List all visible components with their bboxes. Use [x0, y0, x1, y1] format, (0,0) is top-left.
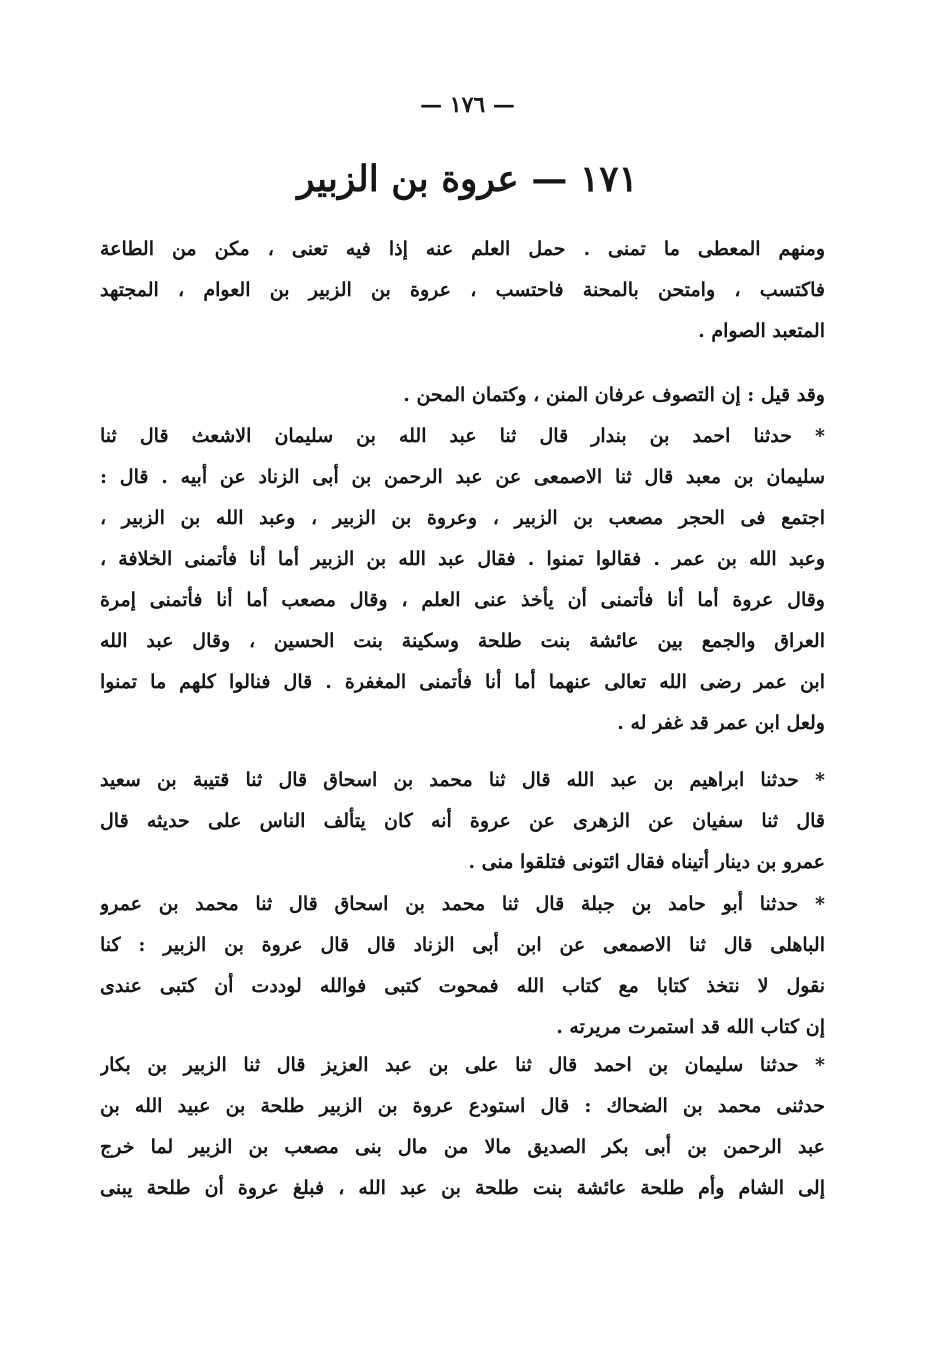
text-line: نقول لا نتخذ كتابا مع كتاب الله فمحوت كتبى فوالله لوددت أن كتبى عندى — [100, 975, 825, 997]
paragraph-hadith-2 — [100, 760, 825, 883]
text-line: فاكتسب ، وامتحن بالمحنة فاحتسب ، عروة بن الزبير بن العوام ، المجتهد — [100, 279, 825, 301]
text-line: عمرو بن دينار أتيناه فقال ائتونى فتلقوا منى . — [468, 851, 825, 873]
text-line: وقال عروة أما أنا فأتمنى أن يأخذ عنى العلم ، وقال مصعب أما أنا فأتمنى إمرة — [100, 589, 825, 611]
paragraph-intro — [100, 229, 825, 352]
text-line: ابن عمر رضى الله تعالى عنهما أما أنا فأتمنى المغفرة . قال فنالوا كلهم ما تمنوا — [100, 671, 825, 693]
paragraph-hadith-1 — [100, 375, 825, 744]
text-line: وقد قيل : إن التصوف عرفان المنن ، وكتمان المحن . — [403, 384, 825, 406]
text-line: * حدثنا أبو حامد بن جبلة قال ثنا محمد بن اسحاق قال ثنا محمد بن عمرو — [100, 893, 825, 915]
text-line: العراق والجمع بين عائشة بنت طلحة وسكينة بنت الحسين ، وقال عبد الله — [100, 630, 825, 652]
text-line: حدثنى محمد بن الضحاك : قال استودع عروة بن الزبير طلحة بن عبيد الله بن — [100, 1095, 825, 1117]
text-line: * حدثنا سليمان بن احمد قال ثنا على بن عبد العزيز قال ثنا الزبير بن بكار — [100, 1054, 825, 1076]
text-line: إن كتاب الله قد استمرت مريرته . — [556, 1016, 825, 1038]
chapter-title: ١٧١ — عروة بن الزبير — [297, 158, 638, 200]
text-line: * حدثنا احمد بن بندار قال ثنا عبد الله بن سليمان الاشعث قال ثنا — [100, 425, 825, 447]
text-line: قال ثنا سفيان عن الزهرى عن عروة أنه كان يتألف الناس على حديثه قال — [100, 810, 825, 832]
text-line: سليمان بن معبد قال ثنا الاصمعى عن عبد الرحمن بن أبى الزناد عن أبيه . قال : — [100, 466, 825, 488]
text-line: إلى الشام وأم طلحة عائشة بنت طلحة بن عبد الله ، فبلغ عروة أن طلحة يبنى — [100, 1177, 825, 1199]
text-line: ومنهم المعطى ما تمنى . حمل العلم عنه إذا فيه تعنى ، مكن من الطاعة — [100, 238, 825, 260]
paragraph-hadith-4 — [100, 1045, 825, 1209]
text-line: ولعل ابن عمر قد غفر له . — [617, 712, 825, 734]
text-line: المتعبد الصوام . — [698, 320, 825, 342]
text-line: وعبد الله بن عمر . فقالوا تمنوا . فقال عبد الله بن الزبير أما أنا فأتمنى الخلافة ، — [100, 548, 825, 570]
paragraph-hadith-3 — [100, 884, 825, 1048]
page-number: — ١٧٦ — — [420, 92, 515, 118]
text-line: اجتمع فى الحجر مصعب بن الزبير ، وعروة بن الزبير ، وعبد الله بن الزبير ، — [100, 507, 825, 529]
text-line: عبد الرحمن بن أبى بكر الصديق مالا من مال بنى مصعب بن الزبير لما خرج — [100, 1136, 825, 1158]
text-line: الباهلى قال ثنا الاصمعى عن ابن أبى الزناد قال قال عروة بن الزبير : كنا — [100, 934, 825, 956]
text-line: * حدثنا ابراهيم بن عبد الله قال ثنا محمد بن اسحاق قال ثنا قتيبة بن سعيد — [100, 769, 825, 791]
